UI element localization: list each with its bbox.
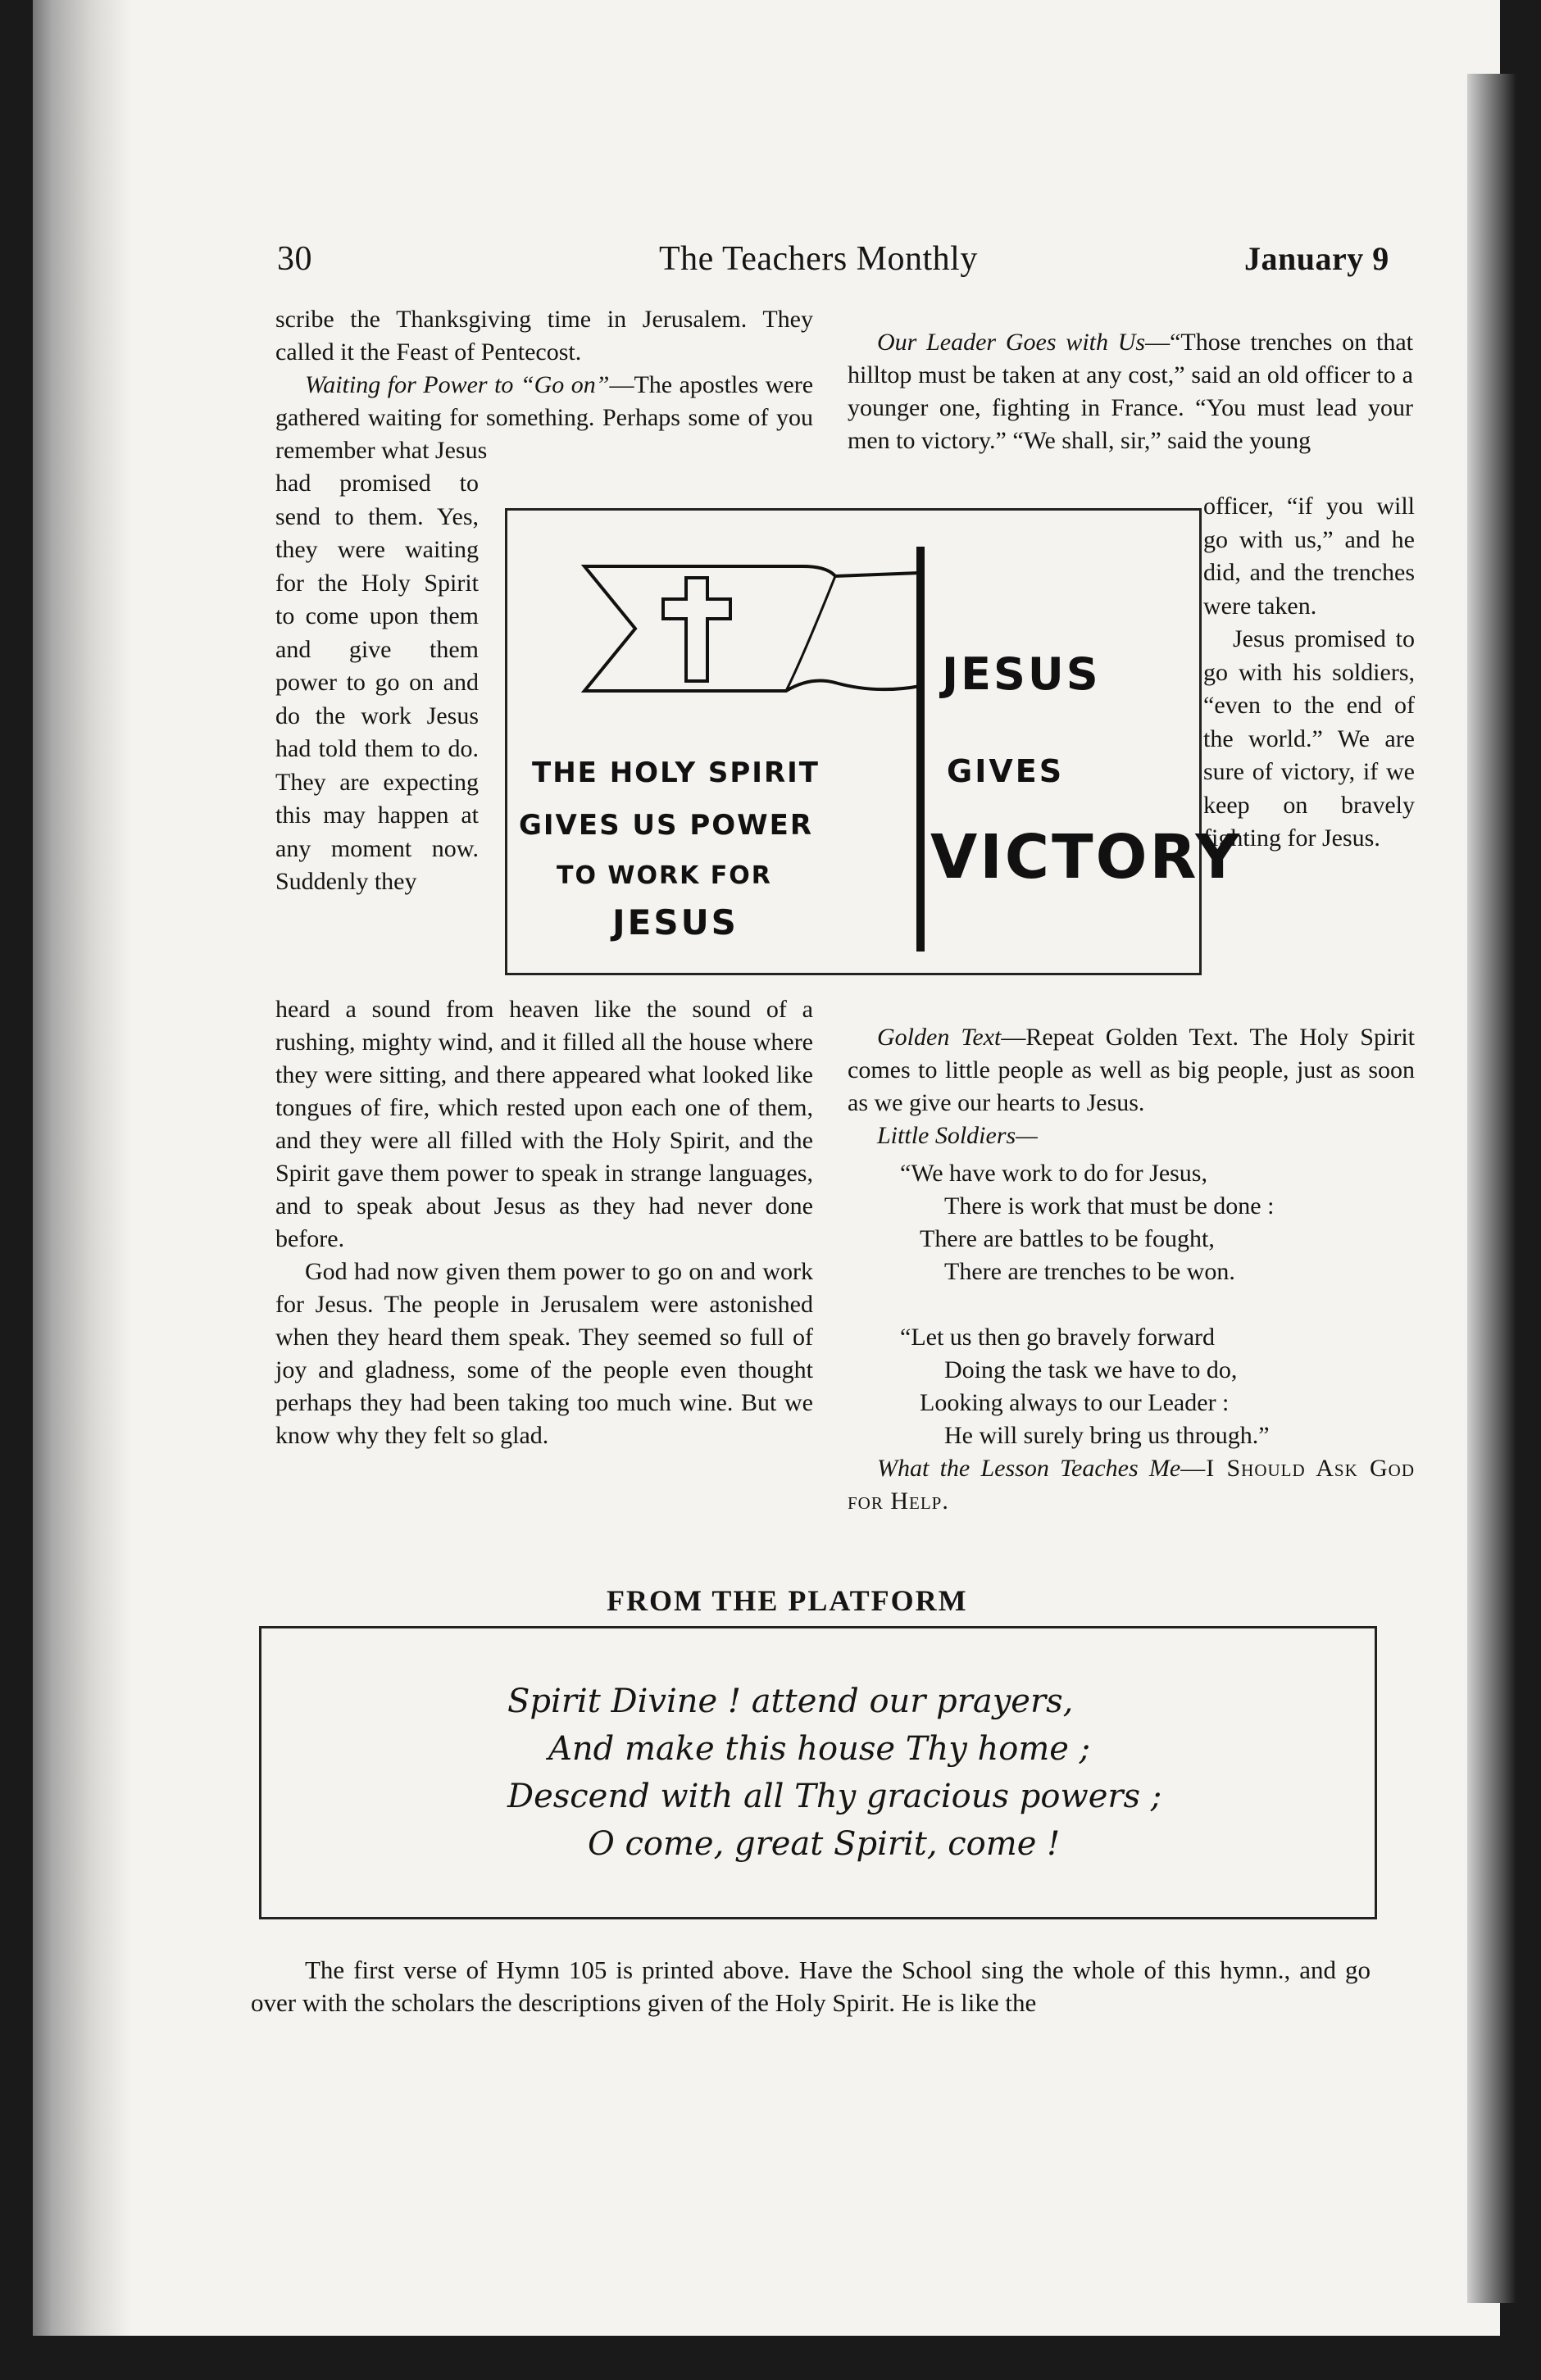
paragraph: The first verse of Hymn 105 is printed above. Have the School sing the whole of this hymn., and go over with the scholars the descriptions given of the Holy Spirit. He is like the (251, 1955, 1371, 2017)
paragraph-heading: Our Leader Goes with Us (877, 329, 1146, 356)
left-column-upper (275, 303, 813, 467)
running-title: The Teachers Monthly (659, 240, 978, 278)
hymn-verse (261, 1678, 1375, 1868)
paragraph-body: —Repeat Golden Text. The Holy Spirit comes to little people as well as big people, just as soon as we give our hearts to Jesus. (848, 1024, 1415, 1116)
poem-line: Doing the task we have to do, (944, 1356, 1238, 1383)
poem-line: There is work that must be done : (944, 1192, 1275, 1220)
illustration-text: VICTORY (930, 822, 1243, 892)
paragraph: God had now given them power to go on and work for Jesus. The people in Jerusalem were astonished when they heard them speak. They seemed so full of joy and gladness, some of the people even thought perhaps they had been taking too much wine. But we know why they felt so glad. (275, 1258, 813, 1449)
poem-line: “We have work to do for Jesus, (900, 1160, 1207, 1187)
left-column-lower (275, 993, 813, 1452)
paragraph-heading: What the Lesson Teaches Me (877, 1455, 1181, 1482)
bottom-paragraph (251, 1954, 1371, 2019)
paragraph-body: —The apostles were gathered waiting for something. Perhaps some of you remember what Jesus (275, 371, 814, 464)
poem (848, 1157, 1415, 1452)
hymn-line: Spirit Divine ! attend our prayers, (507, 1683, 1074, 1720)
paragraph-body: —“Those trenches on that hilltop must be taken at any cost,” said an old officer to a younger one, fighting in France. “You must lead your men to victory.” “We shall, sir,” said the young (848, 329, 1413, 454)
paragraph: scribe the Thanksgiving time in Jerusalem. They called it the Feast of Pentecost. (275, 306, 813, 366)
paragraph (848, 1021, 1415, 1120)
paragraph-heading: Waiting for Power to “Go on” (305, 371, 610, 398)
illustration-text: JESUS (612, 902, 739, 942)
paragraph-body: —I Should Ask God for Help. (848, 1455, 1416, 1515)
flag-drawing (507, 511, 1199, 973)
page-edge-right (1467, 74, 1516, 2303)
page-edge-shadow (33, 0, 131, 2336)
illustration-text: THE HOLY SPIRIT (532, 756, 820, 789)
paragraph (848, 1452, 1415, 1518)
left-wrap-text: had promised to send to them. Yes, they were waiting for the Holy Spirit to come upon them and give them power to go on and do the work Jesus had told them to do. They are expecting this may happen at any moment now. Suddenly they (275, 470, 479, 895)
poem-line: Looking always to our Leader : (920, 1389, 1230, 1416)
page-number: 30 (277, 240, 312, 278)
hymn-line: Descend with all Thy gracious powers ; (507, 1778, 1162, 1815)
paragraph-heading: Little Soldiers— (877, 1122, 1038, 1149)
hymn-line: And make this house Thy home ; (548, 1730, 1091, 1768)
cross-icon (663, 578, 730, 681)
paragraph-heading: Golden Text (877, 1024, 1002, 1051)
illustration-text: GIVES US POWER (519, 809, 814, 842)
paragraph: heard a sound from heaven like the sound of a rushing, mighty wind, and it filled all the house where they were sitting, and there appeared what looked like tongues of fire, which rested upon each one of them, and they were all filled with the Holy Spirit, and the Spirit gave them power to speak in strange languages, and to speak about Jesus as they had never done before. (275, 996, 813, 1252)
illustration-text: TO WORK FOR (557, 861, 772, 890)
right-column-lower (848, 1021, 1415, 1518)
paragraph (848, 326, 1413, 457)
right-column-upper (848, 326, 1413, 457)
flag-illustration (505, 508, 1243, 975)
right-wrap-text (1203, 490, 1415, 856)
illustration-text: JESUS (942, 648, 1101, 700)
wrap-text-b: Jesus promised to go with his soldiers, “even to the end of the world.” We are sure of victory, if we keep on bravely fighting for Jesus. (1203, 625, 1415, 852)
poem-heading (848, 1120, 1415, 1152)
poem-line: There are battles to be fought, (920, 1225, 1215, 1252)
poem-line: “Let us then go bravely forward (900, 1324, 1216, 1351)
wrap-text-a: officer, “if you will go with us,” and he did, and the trenches were taken. (1203, 493, 1415, 620)
illustration-text: GIVES (947, 753, 1065, 789)
flag-banner (584, 566, 921, 691)
poem-line: He will surely bring us through.” (944, 1422, 1270, 1449)
paragraph (275, 369, 813, 467)
header-date: January 9 (1244, 240, 1389, 277)
poem-line: There are trenches to be won. (944, 1258, 1235, 1285)
hymn-line: O come, great Spirit, come ! (588, 1825, 1061, 1863)
flag-fold (786, 576, 835, 691)
hymn-box (259, 1626, 1377, 1919)
section-title: FROM THE PLATFORM (607, 1584, 968, 1617)
